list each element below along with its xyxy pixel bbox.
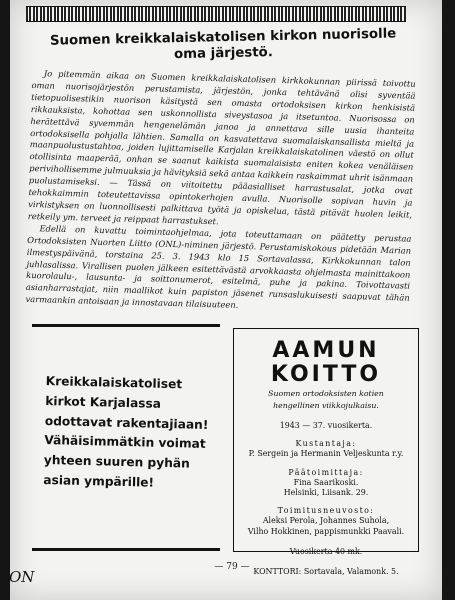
magazine-page [10, 0, 442, 600]
council-line-2: Vilho Hokkinen, pappismunkki Paavali. [247, 526, 405, 536]
price-line: Vuosikerta 40 mk. [289, 546, 363, 556]
handwritten-signature: ON [9, 568, 35, 586]
appeal-text: Kreikkalaiskatoliset kirkot Karjalassa odottavat rakentajiaan! Vähäisimmätkin voimat yhteen suuren pyhän asian ympärille! [43, 373, 209, 490]
right-page-edge [442, 0, 455, 600]
subtitle-1: Suomen ortodoksisten kotien [268, 389, 384, 398]
article-paragraph-2: Edellä on kuvattu toimintaohjelmaa, jota toteuttamaan on päätetty perustaa Ortodoksisten Nuorten Liitto (ONL)-niminen järjestö. Perustamiskokous pidetään Marian ilmestyspäivänä, torstaina 25. 3. 1943 klo 15 Sortavalassa, Kirkkokunnan talon juhlasalissa. Virallisen puolen jälkeen esitettävästä arvokkaasta ohjelmasta mainittakoon kuorolaulu-, lausunta- ja soittonumerot, esitelmä, puhe ja pakina. Toivottavasti asianharrastajat, niin maallikot kuin papiston jäsenet runsaslukuisesti saapuvat tähän varmaankin antoisaan ja innostavaan tilaisuuteen. [25, 223, 412, 311]
publisher: P. Sergein ja Hermanin Veljeskunta r.y. [248, 449, 404, 459]
article-title [38, 26, 409, 66]
page-number: — 79 — [214, 562, 250, 572]
title-line-2: oma järjestö. [173, 45, 273, 63]
decorative-border [26, 6, 406, 22]
masthead: AAMUN KOITTO [270, 338, 382, 387]
editor-label: Päätoimittaja: [288, 467, 364, 477]
top-divider-rule [32, 324, 220, 327]
bottom-divider-rule [32, 548, 220, 551]
left-binding-edge [0, 0, 10, 600]
article-body [25, 68, 416, 339]
office-line: KONTTORI: Sortavala, Valamonk. 5. [253, 567, 399, 577]
article-paragraph-1: Jo pitemmän aikaa on Suomen kreikkalaiskatolisen kirkkokunnan piirissä toivottu oman nuorisojärjestön perustamista, järjestön, jonka tehtävänä olisi syventää tietopuolisestikin nuorison käsitystä sen omasta ortodoksisen kirkon henkisistä rikkauksista, kohottaa sen uskonnollista siveystasoa ja itsetuntoa. Nuorisossa on herätettävä syvemmän hengenelämän janoa ja annettava sille uusia ihanteita ortodoksisella pohjalla lähtien. Samalla on kasvatettava suomalaiskansallista mieltä ja maanpuolustustahtoa, joiden lujittamiselle Karjalan kreikkalaiskatolinen väestö on ollut otollisinta maaperää, onhan se saanut kaikista suomalaisista eniten kokea venäläisen perivihollisemme julmuuksia ja hävityksiä sekä antaa kaikkein raskaimmat uhrit isänmaan puolustamiseksi. — Tässä on viitoitettu pääasialliset harrastusalat, jotka ovat tehokkaimmin toteutettavissa opintokerhojen avulla. Nuorisolle sopivan huvin ja virkistyksen on luonnollisesti palkittava työtä ja opiskelua, tästä pitävät huolen leikit, retkeily ym. terveet ja reippaat harrastukset. [27, 68, 416, 227]
year-line: 1943 — 37. vuosikerta. [279, 421, 373, 430]
aamun-koitto-ad [233, 328, 419, 577]
council-label: Toimitusneuvosto: [277, 506, 375, 516]
publisher-label: Kustantaja: [295, 439, 357, 449]
editor-name: Fina Saarikoski. [293, 477, 359, 487]
title-line-1: Suomen kreikkalaiskatolisen kirkon nuorisolle [49, 26, 397, 49]
editor-address: Helsinki, Liisank. 29. [283, 488, 369, 498]
council-line-1: Aleksi Perola, Johannes Suhola, [262, 516, 390, 526]
subtitle-2: hengellinen viikkojulkaisu. [273, 401, 379, 410]
